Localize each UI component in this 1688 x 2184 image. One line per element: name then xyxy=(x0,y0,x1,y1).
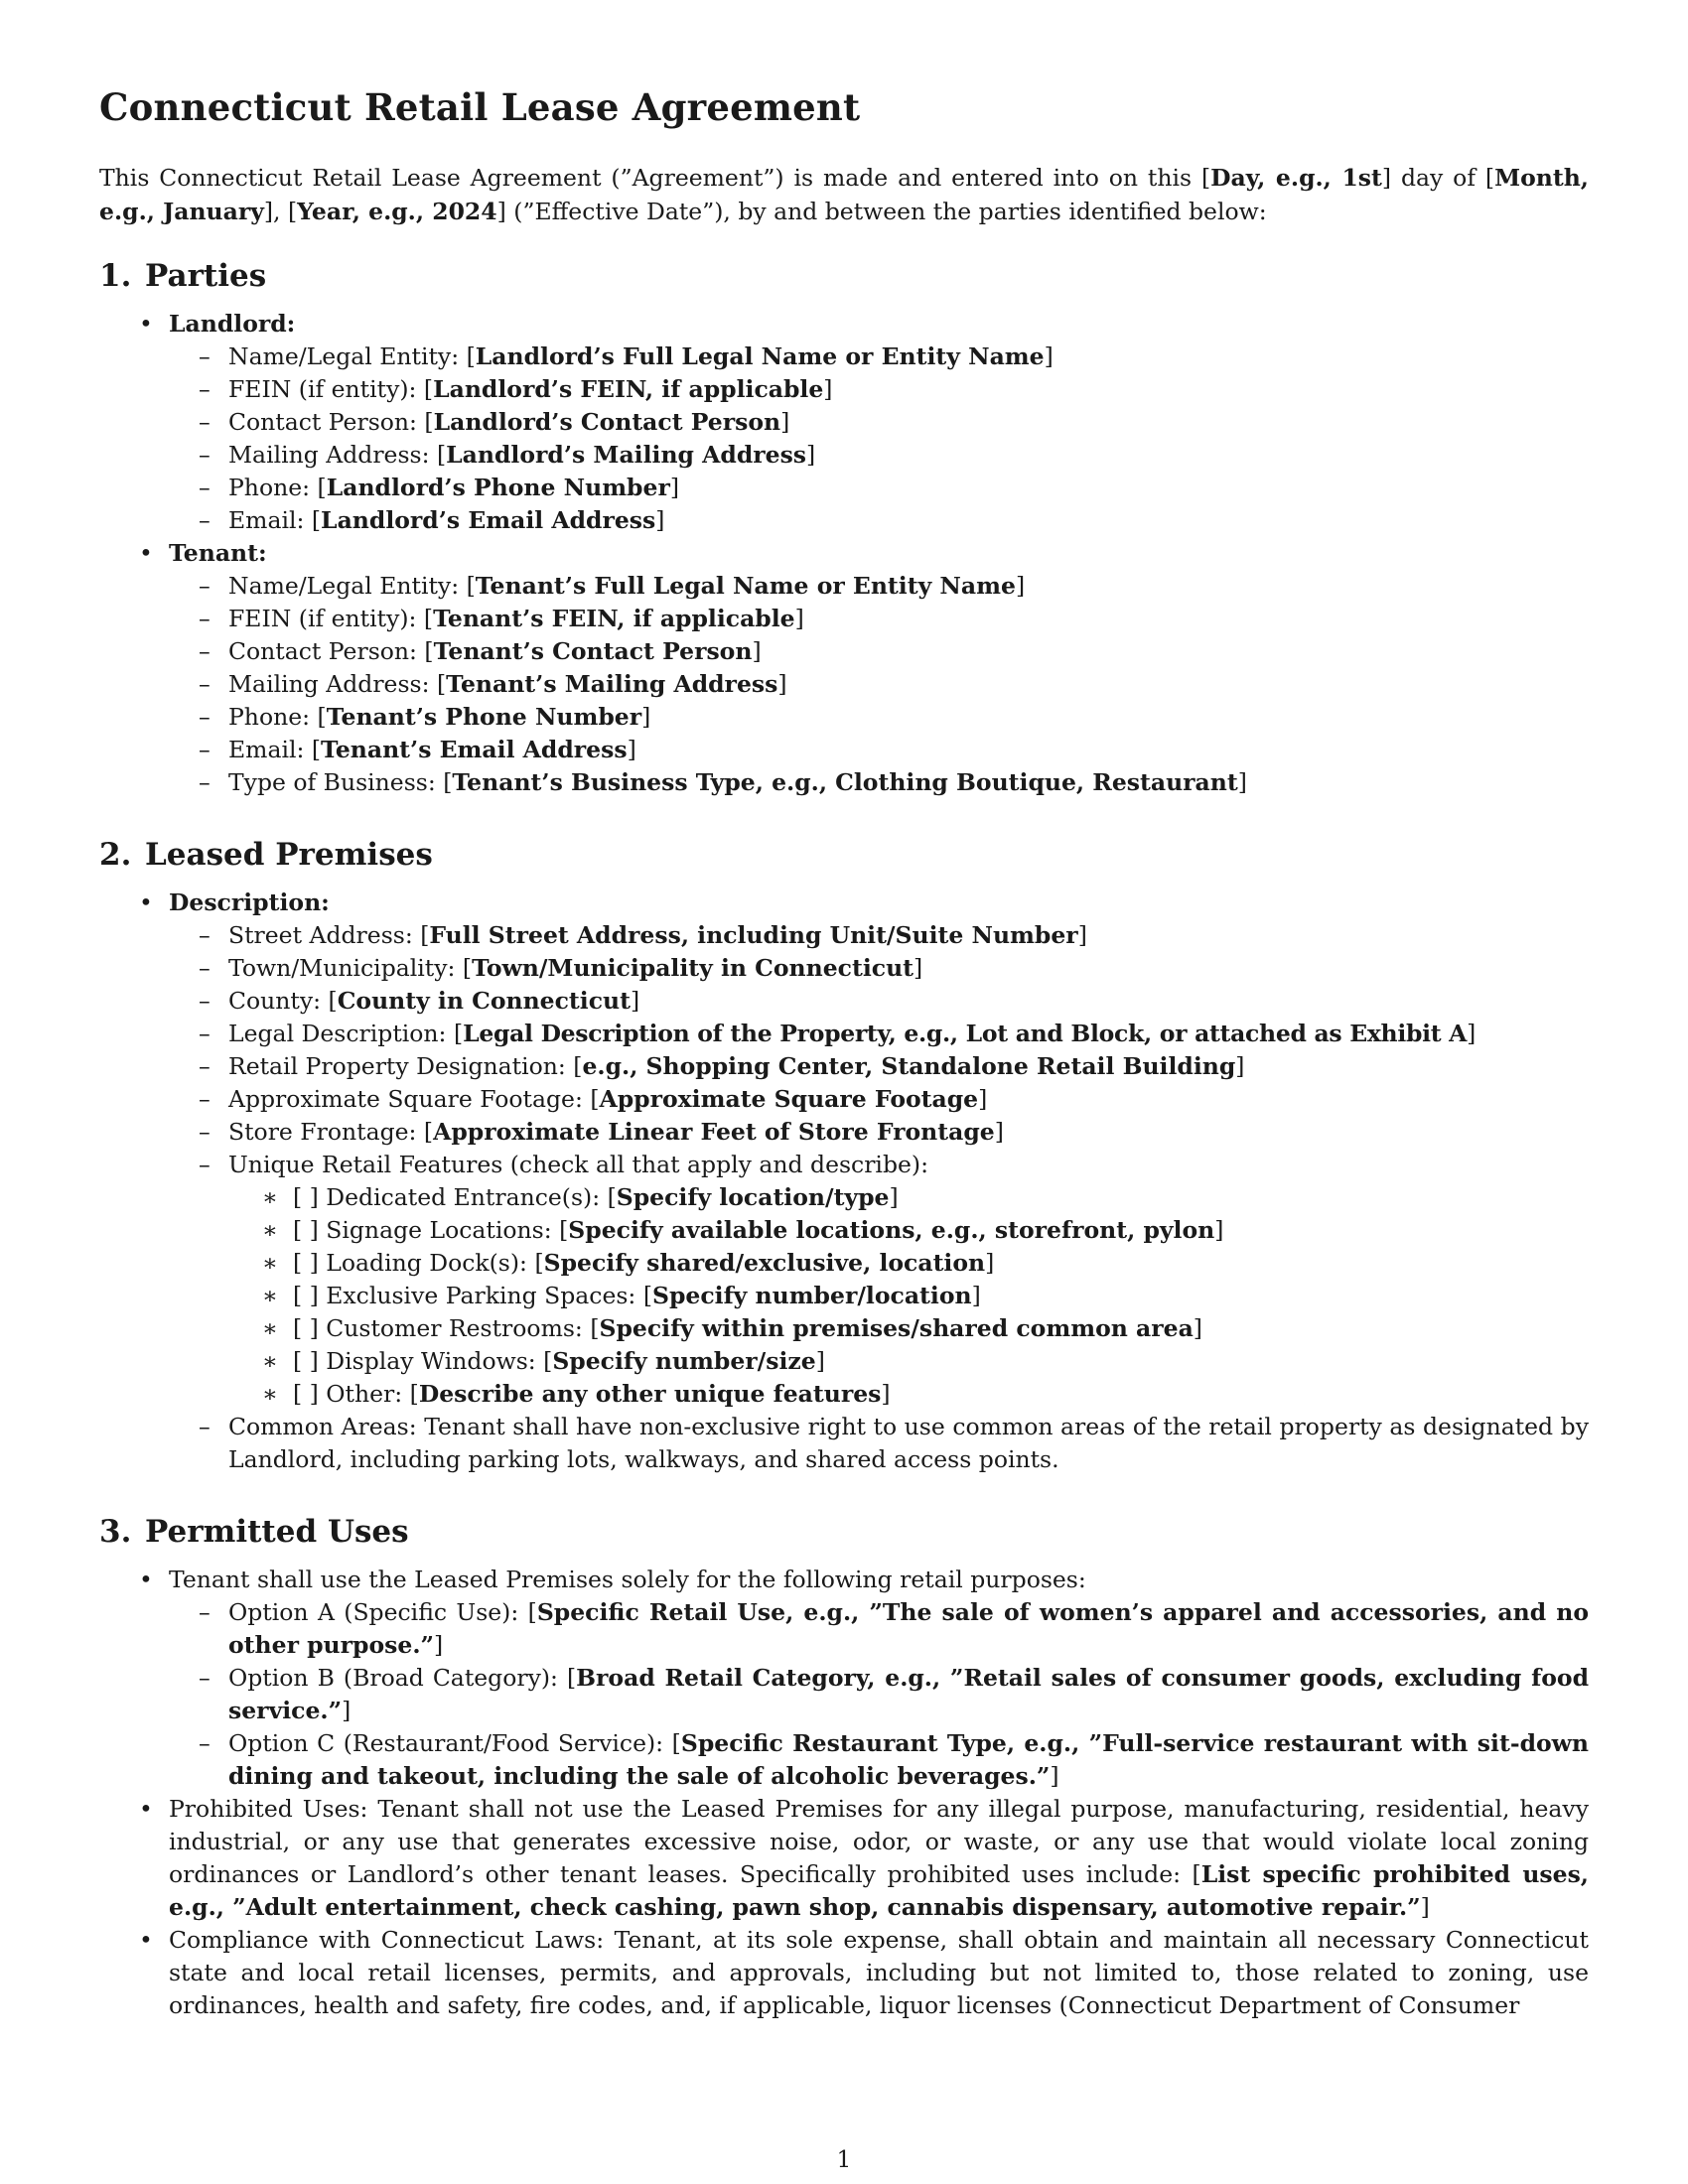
feature-placeholder: Specify shared/exclusive, location xyxy=(543,1249,986,1277)
page-number: 1 xyxy=(836,2147,852,2173)
feature-label: [ ] Other: xyxy=(293,1380,410,1408)
common-areas-item: – Common Areas: Tenant shall have non-exclusive right to use common areas of the retail property as designated by Landlord, including parking lots, walkways, and shared access points. xyxy=(169,1411,1589,1476)
section-title: Permitted Uses xyxy=(145,1514,409,1550)
field-placeholder: Landlord’s Full Legal Name or Entity Name xyxy=(475,342,1045,370)
list-item: – County: [County in Connecticut] xyxy=(169,985,1589,1018)
section-number: 2. xyxy=(99,837,132,873)
field-placeholder: Broad Retail Category, e.g., ”Retail sales of consumer goods, excluding food service.” xyxy=(228,1664,1589,1724)
list-item: – Type of Business: [Tenant’s Business Type, e.g., Clothing Boutique, Restaurant] xyxy=(169,766,1589,799)
intro-paragraph xyxy=(99,161,1589,228)
list-item: – Store Frontage: [Approximate Linear Feet of Store Frontage] xyxy=(169,1116,1589,1149)
feature-checkbox-item: ∗ [ ] Other: [Describe any other unique features] xyxy=(228,1378,1589,1411)
description-details xyxy=(169,919,1589,1476)
field-placeholder: e.g., Shopping Center, Standalone Retail Building xyxy=(582,1052,1236,1080)
field-placeholder: Tenant’s Mailing Address xyxy=(446,670,778,698)
intro-text: ] day of [ xyxy=(1381,164,1495,192)
field-label: Street Address: xyxy=(228,921,421,949)
day-placeholder: Day, e.g., 1st xyxy=(1210,164,1382,192)
feature-checkbox-item: ∗ [ ] Exclusive Parking Spaces: [Specify number/location] xyxy=(228,1280,1589,1312)
field-label: Contact Person: xyxy=(228,637,425,665)
field-label: Unique Retail Features (check all that apply and describe): xyxy=(228,1151,928,1178)
compliance-item: • Compliance with Connecticut Laws: Tenant, at its sole expense, shall obtain and maintain all necessary Connecticut state and local retail licenses, permits, and approvals, including but not limited to, those related to zoning, use ordinances, health and safety, fire codes, and, if applicable, liquor licenses (Connecticut Department of Consumer xyxy=(99,1924,1589,2022)
list-item: – Legal Description: [Legal Description of the Property, e.g., Lot and Block, or attached as Exhibit A] xyxy=(169,1018,1589,1050)
feature-placeholder: Specify available locations, e.g., storefront, pylon xyxy=(568,1216,1215,1244)
parties-list xyxy=(99,308,1589,799)
use-options xyxy=(169,1596,1589,1793)
landlord-item xyxy=(99,308,1589,537)
feature-label: [ ] Loading Dock(s): xyxy=(293,1249,535,1277)
field-placeholder: Town/Municipality in Connecticut xyxy=(472,954,914,982)
document-title: Connecticut Retail Lease Agreement xyxy=(99,85,861,129)
landlord-label: Landlord: xyxy=(169,310,296,338)
feature-label: [ ] Customer Restrooms: xyxy=(293,1314,591,1342)
field-label: Email: xyxy=(228,506,312,534)
option-a-item: – Option A (Specific Use): [Specific Retail Use, e.g., ”The sale of women’s apparel and accessories, and no other purpose.”] xyxy=(169,1596,1589,1662)
feature-checkbox-item: ∗ [ ] Dedicated Entrance(s): [Specify location/type] xyxy=(228,1181,1589,1214)
premises-list xyxy=(99,887,1589,1476)
feature-checkbox-item: ∗ [ ] Customer Restrooms: [Specify within premises/shared common area] xyxy=(228,1312,1589,1345)
feature-placeholder: Describe any other unique features xyxy=(418,1380,882,1408)
field-label: FEIN (if entity): xyxy=(228,605,424,632)
section-title: Parties xyxy=(145,258,267,294)
list-item: – Phone: [Landlord’s Phone Number] xyxy=(169,472,1589,504)
option-b-item: – Option B (Broad Category): [Broad Retail Category, e.g., ”Retail sales of consumer goods, excluding food service.”] xyxy=(169,1662,1589,1727)
description-label: Description: xyxy=(169,888,330,916)
feature-label: [ ] Signage Locations: xyxy=(293,1216,560,1244)
field-placeholder: Legal Description of the Property, e.g., Lot and Block, or attached as Exhibit A xyxy=(463,1020,1468,1047)
option-c-item: – Option C (Restaurant/Food Service): [Specific Restaurant Type, e.g., ”Full-service restaurant with sit-down dining and takeout, including the sale of alcoholic beverages.”] xyxy=(169,1727,1589,1793)
field-label: Email: xyxy=(228,736,312,763)
field-placeholder: Specific Retail Use, e.g., ”The sale of women’s apparel and accessories, and no other purpose.” xyxy=(228,1598,1589,1659)
field-label: Name/Legal Entity: xyxy=(228,572,467,600)
field-placeholder: Tenant’s Full Legal Name or Entity Name xyxy=(475,572,1016,600)
section-title: Leased Premises xyxy=(145,837,433,873)
list-item: – FEIN (if entity): [Landlord’s FEIN, if applicable] xyxy=(169,373,1589,406)
field-label: Store Frontage: xyxy=(228,1118,424,1146)
feature-placeholder: Specify within premises/shared common area xyxy=(599,1314,1194,1342)
field-placeholder: Landlord’s Email Address xyxy=(321,506,656,534)
field-label: Mailing Address: xyxy=(228,670,437,698)
feature-placeholder: Specify number/location xyxy=(651,1282,972,1309)
field-label: Retail Property Designation: xyxy=(228,1052,574,1080)
use-purpose-item xyxy=(99,1564,1589,1793)
field-placeholder: Tenant’s Email Address xyxy=(321,736,628,763)
feature-label: [ ] Display Windows: xyxy=(293,1347,544,1375)
field-label: County: xyxy=(228,987,329,1015)
field-label: Option C (Restaurant/Food Service): xyxy=(228,1729,672,1757)
field-label: Contact Person: xyxy=(228,408,425,436)
field-placeholder: Landlord’s Phone Number xyxy=(326,474,670,501)
field-label: Option B (Broad Category): xyxy=(228,1664,567,1692)
prohibited-uses-item: • Prohibited Uses: Tenant shall not use the Leased Premises for any illegal purpose, manufacturing, residential, heavy industrial, or any use that generates excessive noise, odor, or waste, or any use that would violate local zoning ordinances or Landlord’s other tenant leases. Specifically prohibited uses include: [List specific prohibited uses, e.g., ”Adult entertainment, check cashing, pawn shop, cannabis dispensary, automotive repair.”] xyxy=(99,1793,1589,1924)
list-item: – Town/Municipality: [Town/Municipality in Connecticut] xyxy=(169,952,1589,985)
field-placeholder: Approximate Linear Feet of Store Frontage xyxy=(433,1118,995,1146)
list-item xyxy=(169,1149,1589,1411)
list-item: – Name/Legal Entity: [Landlord’s Full Legal Name or Entity Name] xyxy=(169,341,1589,373)
section-heading xyxy=(99,1514,1589,1550)
list-item: – Mailing Address: [Tenant’s Mailing Address] xyxy=(169,668,1589,701)
field-label: Phone: xyxy=(228,703,318,731)
paragraph-text: Prohibited Uses: Tenant shall not use the Leased Premises for any illegal purpose, manufacturing, residential, heavy industrial, or any use that generates excessive noise, odor, or waste, or any use that would violate local zoning ordinances or Landlord’s other tenant leases. Specifically prohibited uses include: [ xyxy=(169,1795,1589,1888)
feature-placeholder: Specify location/type xyxy=(616,1183,890,1211)
field-placeholder: List specific prohibited uses, e.g., ”Adult entertainment, check cashing, pawn shop, cannabis dispensary, automotive repair.” xyxy=(169,1860,1589,1921)
document-page xyxy=(99,85,1589,2060)
field-label: Name/Legal Entity: xyxy=(228,342,467,370)
field-placeholder: Approximate Square Footage xyxy=(599,1085,979,1113)
features-list xyxy=(228,1181,1589,1411)
paragraph-text: Tenant shall use the Leased Premises solely for the following retail purposes: xyxy=(169,1566,1086,1593)
section-number: 1. xyxy=(99,258,132,294)
field-label: Option A (Specific Use): xyxy=(228,1598,528,1626)
field-placeholder: Tenant’s Contact Person xyxy=(433,637,753,665)
list-item: – Contact Person: [Tenant’s Contact Person] xyxy=(169,635,1589,668)
field-label: Town/Municipality: xyxy=(228,954,463,982)
section-permitted-uses xyxy=(99,1514,1589,2022)
feature-checkbox-item: ∗ [ ] Loading Dock(s): [Specify shared/exclusive, location] xyxy=(228,1247,1589,1280)
field-placeholder: Tenant’s Phone Number xyxy=(326,703,642,731)
list-item: – Retail Property Designation: [e.g., Shopping Center, Standalone Retail Building] xyxy=(169,1050,1589,1083)
intro-text: This Connecticut Retail Lease Agreement (”Agreement”) is made and entered into on this [ xyxy=(99,164,1211,192)
intro-text: ] (”Effective Date”), by and between the parties identified below: xyxy=(496,198,1267,225)
list-item: – Email: [Tenant’s Email Address] xyxy=(169,734,1589,766)
field-label: FEIN (if entity): xyxy=(228,375,424,403)
feature-checkbox-item: ∗ [ ] Signage Locations: [Specify available locations, e.g., storefront, pylon] xyxy=(228,1214,1589,1247)
list-item: – Approximate Square Footage: [Approximate Square Footage] xyxy=(169,1083,1589,1116)
field-label: Approximate Square Footage: xyxy=(228,1085,591,1113)
feature-placeholder: Specify number/size xyxy=(552,1347,816,1375)
description-item xyxy=(99,887,1589,1476)
field-label: Mailing Address: xyxy=(228,441,437,469)
intro-text: ], [ xyxy=(263,198,298,225)
tenant-details xyxy=(169,570,1589,799)
list-item: – Name/Legal Entity: [Tenant’s Full Legal Name or Entity Name] xyxy=(169,570,1589,603)
list-item: – Street Address: [Full Street Address, including Unit/Suite Number] xyxy=(169,919,1589,952)
field-placeholder: County in Connecticut xyxy=(337,987,631,1015)
field-placeholder: Specific Restaurant Type, e.g., ”Full-service restaurant with sit-down dining and takeout, including the sale of alcoholic beverages.” xyxy=(228,1729,1589,1790)
list-item: – Mailing Address: [Landlord’s Mailing Address] xyxy=(169,439,1589,472)
field-label: Phone: xyxy=(228,474,318,501)
field-placeholder: Tenant’s Business Type, e.g., Clothing Boutique, Restaurant xyxy=(452,768,1238,796)
feature-label: [ ] Dedicated Entrance(s): xyxy=(293,1183,608,1211)
list-item: – Phone: [Tenant’s Phone Number] xyxy=(169,701,1589,734)
list-item: – FEIN (if entity): [Tenant’s FEIN, if applicable] xyxy=(169,603,1589,635)
uses-list xyxy=(99,1564,1589,2022)
list-item: – Email: [Landlord’s Email Address] xyxy=(169,504,1589,537)
year-placeholder: Year, e.g., 2024 xyxy=(297,198,497,225)
section-heading xyxy=(99,837,1589,873)
section-number: 3. xyxy=(99,1514,132,1550)
landlord-details xyxy=(169,341,1589,537)
field-placeholder: Landlord’s Contact Person xyxy=(433,408,781,436)
tenant-item xyxy=(99,537,1589,799)
field-placeholder: Full Street Address, including Unit/Suite Number xyxy=(429,921,1078,949)
field-label: Type of Business: xyxy=(228,768,444,796)
list-item: – Contact Person: [Landlord’s Contact Person] xyxy=(169,406,1589,439)
field-placeholder: Tenant’s FEIN, if applicable xyxy=(433,605,795,632)
tenant-label: Tenant: xyxy=(169,539,267,567)
feature-label: [ ] Exclusive Parking Spaces: xyxy=(293,1282,643,1309)
section-heading xyxy=(99,258,1589,294)
month-placeholder: Month, e.g., January xyxy=(99,164,1589,225)
field-placeholder: Landlord’s Mailing Address xyxy=(446,441,807,469)
field-label: Legal Description: xyxy=(228,1020,454,1047)
section-leased-premises xyxy=(99,837,1589,1476)
field-placeholder: Landlord’s FEIN, if applicable xyxy=(433,375,824,403)
section-parties xyxy=(99,258,1589,799)
feature-checkbox-item: ∗ [ ] Display Windows: [Specify number/size] xyxy=(228,1345,1589,1378)
